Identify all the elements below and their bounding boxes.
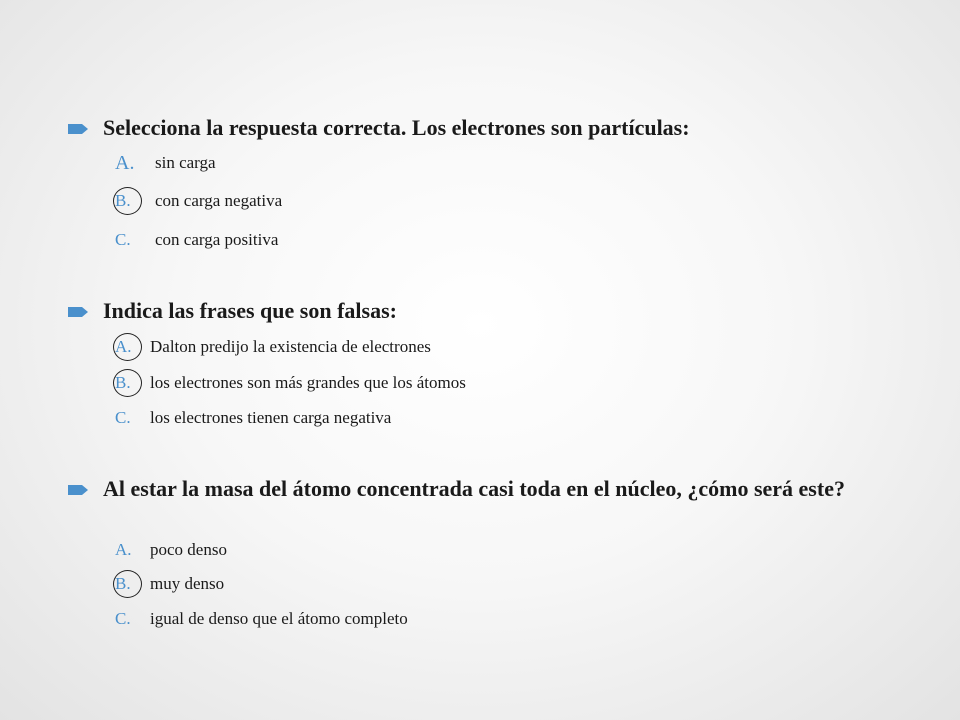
arrow-bullet-icon <box>68 123 88 135</box>
option-text: Dalton predijo la existencia de electrones <box>150 337 431 356</box>
option-text: sin carga <box>155 153 216 172</box>
question-2-text: Indica las frases que son falsas: <box>103 298 397 323</box>
option-text: los electrones tienen carga negativa <box>150 408 392 427</box>
option-text: poco denso <box>150 540 227 559</box>
option-letter: A. <box>115 152 135 174</box>
option-letter: B. <box>115 369 145 397</box>
option-text: igual de denso que el átomo completo <box>150 609 408 628</box>
option-letter: C. <box>115 609 131 628</box>
arrow-bullet-icon <box>68 306 88 318</box>
option-text: con carga negativa <box>155 191 283 210</box>
question-1-text: Selecciona la respuesta correcta. Los electrones son partículas: <box>103 115 690 140</box>
option-letter: C. <box>115 408 131 427</box>
option-letter: A. <box>115 540 132 559</box>
question-3-text: Al estar la masa del átomo concentrada casi toda en el núcleo, ¿cómo será este? <box>103 476 845 501</box>
arrow-bullet-icon <box>68 484 88 496</box>
option-letter: C. <box>115 230 131 249</box>
option-letter: B. <box>115 570 145 598</box>
option-text: los electrones son más grandes que los átomos <box>150 373 466 392</box>
option-letter: A. <box>115 333 145 361</box>
option-text: con carga positiva <box>155 230 279 249</box>
option-letter: B. <box>115 187 145 215</box>
option-text: muy denso <box>150 574 225 593</box>
